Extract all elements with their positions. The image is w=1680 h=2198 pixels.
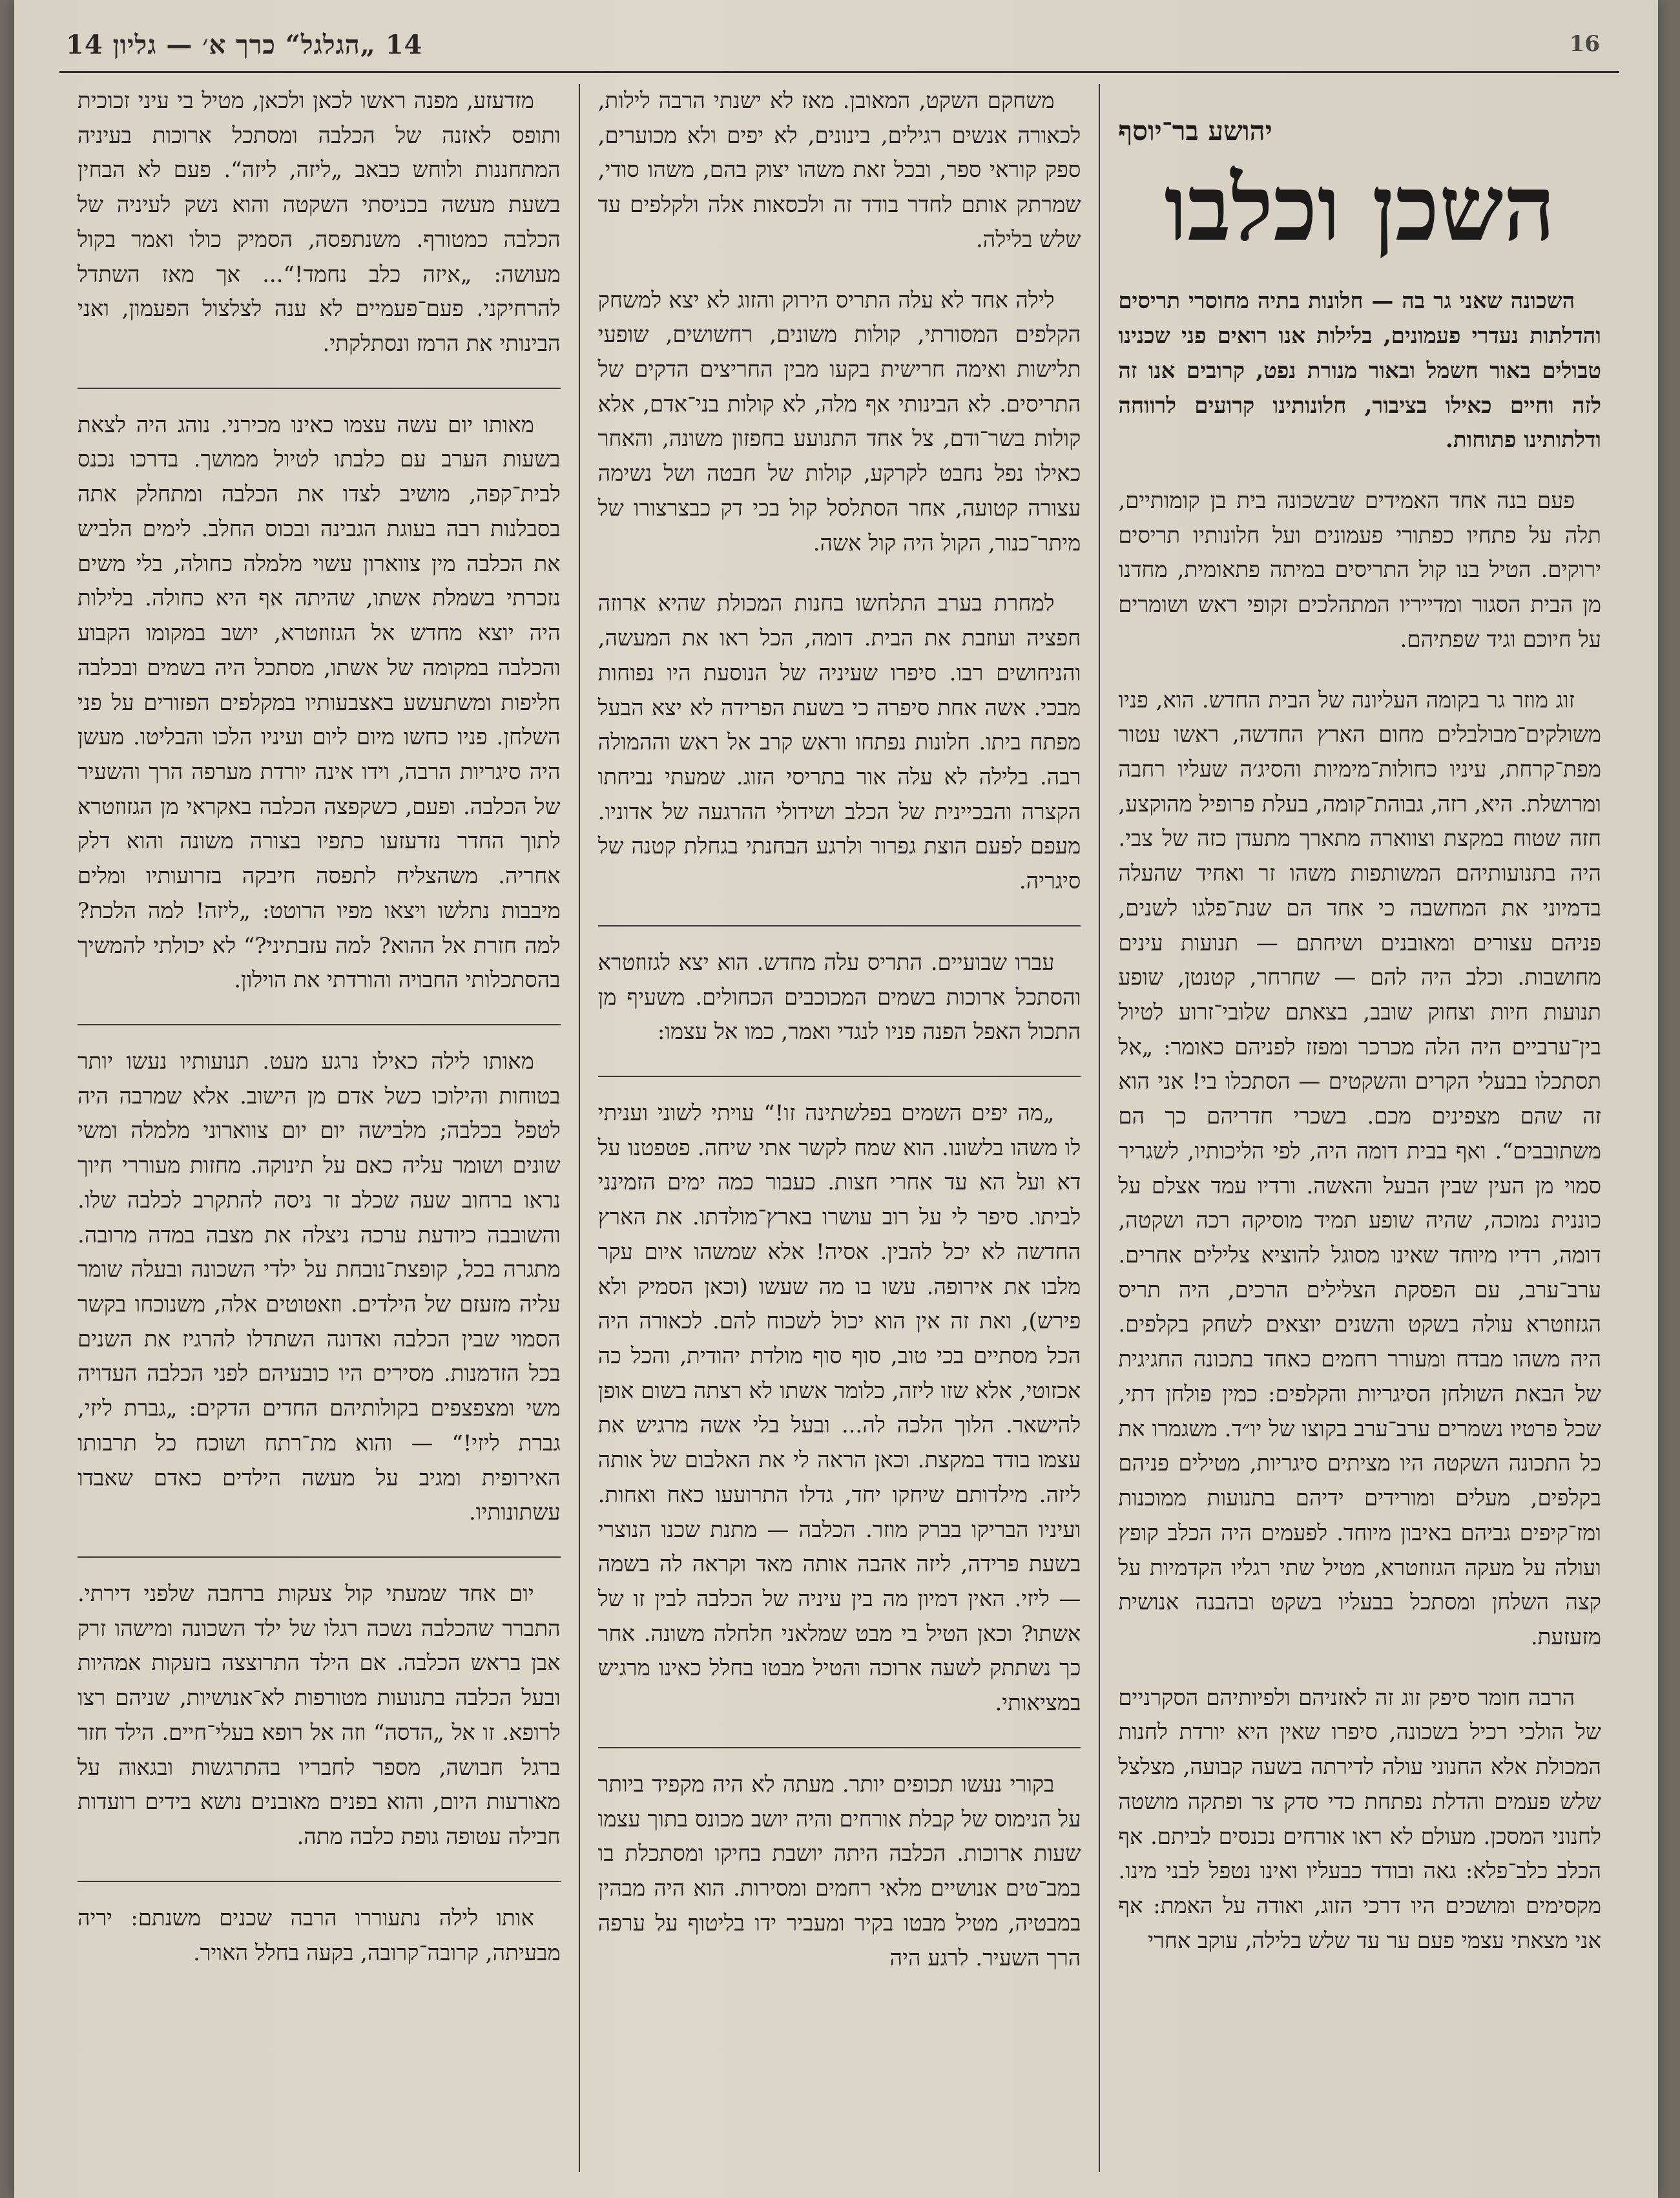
section-divider	[78, 1024, 561, 1025]
section-divider	[598, 925, 1081, 926]
column-1	[1100, 84, 1619, 2172]
section-divider	[78, 388, 561, 389]
paragraph: משחקם השקט, המאובן. מאז לא ישנתי הרבה לילות, לכאורה אנשים רגילים, בינונים, לא יפים ולא מכוערים, ספק קוראי ספר, ובכל זאת משהו יצוק בהם, משהו סודי, שמרתק אותם לחדר בודד זה ולכסאות אלה ולקלפים עד שלש בלילה.	[597, 88, 1081, 253]
newspaper-page	[14, 0, 1658, 2198]
paragraph: עברו שבועיים. התריס עלה מחדש. הוא יצא לגזוזטרא והסתכל ארוכות בשמים המכוכבים הכחולים. משעיף מן התכול האפל הפנה פניו לנגדי ואמר, כמו אל עצמו:	[597, 949, 1081, 1045]
paragraph: מאותו לילה כאילו נרגע מעט. תנועותיו נעשו יותר בטוחות והילוכו כשל אדם מן הישוב. אלא שמרבה היה לטפל בכלבה; מלבישה יום יום צווארוני מלמלה ומשי שונים ושומר עליה כאם על תינוקה. מחזות מעוררי חיוך נראו ברחוב שעה שכלב זר ניסה להתקרב לכלבה שלו. והשובבה כיודעת ערכה ניצלה את מצבה במדה מרובה. מתגרה בכל, קופצת־נובחת על ילדי השכונה ובעלה שומר עליה מזעזם של הילדים. וזאטוטים אלה, משנוכחו בקשר הסמוי שבין הכלבה ואדונה השתדלו להרגיז את השנים בכל הזדמנות. מסירים היו כובעיהם לפני הכלבה העדויה משי ומצפצפים בקולותיהם החדים הדקים: „גברת ליזי, גברת ליזי!“ — והוא מת־רתח ושוכח כל תרבותו האירופית ומגיב על מעשה הילדים כאדם שאבדו עשתונותיו.	[77, 1048, 561, 1526]
paragraph: יום אחד שמעתי קול צעקות ברחבה שלפני דירתי. התברר שהכלבה נשכה רגלו של ילד השכונה ומישהו זרק אבן בראש הכלבה. אם הילד התרוצצה בזעקות אמהיות ובעל הכלבה בתנועות מטורפות לא־אנושיות, שניהם רצו לרופא. זו אל „הדסה“ וזה אל רופא בעלי־חיים. הילד חזר ברגל חבושה, מספר לחבריו בהתרגשות ובגאוה על מאורעות היום, והוא בפנים מאובנים נושא בידים רועדות חבילה עטופה גופת כלבה מתה.	[77, 1581, 561, 1850]
paragraph: למחרת בערב התלחשו בחנות המכולת שהיא ארוזה חפציה ועוזבת את הבית. דומה, הכל ראו את המעשה, והניחושים רבו. סיפרו שעיניה של הנוסעת היו נפוחות מבכי. אשה אחת סיפרה כי בשעת הפרידה לא יצא הבעל מפתח ביתו. חלונות נפתחו וראש קרב אל ראש וההמולה רבה. בלילה לא עלה אור בתריסי הזוג. שמעתי נביחתו הקצרה והבכיינית של הכלב ושידולי ההרגעה של אדוניו. מעפם לפעם הוצת גפרור ולרגע הבחנתי בגחלת קטנה של סיגריה.	[597, 591, 1081, 895]
section-divider	[598, 1076, 1081, 1077]
paragraph: בקורי נעשו תכופים יותר. מעתה לא היה מקפיד ביותר על הנימוס של קבלת אורחים והיה יושב מכונס בתוך עצמו שעות ארוכות. הכלבה היתה יושבת בחיקו ומסתכלת בו במב־טים אנושיים מלאי רחמים ומסירות. הוא היה מבהין במבטיה, מטיל מבטו בקיר ומעביר ידו בליטוף על ערפה הרך השעיר. לרגע היה	[597, 1771, 1081, 1971]
section-divider	[598, 1747, 1081, 1748]
header-rule	[59, 71, 1619, 73]
paragraph: זוג מוזר גר בקומה העליונה של הבית החדש. הוא, פניו משולקים־מבולבלים מחום הארץ החדשה, ראשו עטור מפת־קרחת, עיניו כחולות־מימיות והסיג׳ה שעליו רחבה ומרושלת. היא, רזה, גבוהת־קומה, בעלת פרופיל מהוקצע, חזה שטוח במקצת וצווארה מתארך מתעדן כזה של צבי. היה בתנועותיהם המשותפות משהו זר ואחיד שהעלה בדמיוני את המחשבה כי אחד הם שנת־פלגו לשנים, פניהם עצורים ומאובנים ושיחתם — תנועות עינים מחושבות. וכלב היה להם — שחרחר, קטנטן, שופע תנועות חיות וצחוק שובב, בצאתם שלובי־זרוע לטיול בין־ערביים היה הלה מכרכר ומפזז לפניהם כאומר: „אל תסתכלו בבעלי הקרים והשקטים — הסתכלו בי! אני הוא זה שהם מצפינים מכם. בשכרי חדריהם כך הם משתובבים“. ואף בבית דומה היה, לפי הליכותיו, לשגריר סמוי מן העין שבין הבעל והאשה. ורדיו עמד אצלם על כוננית נמוכה, שהיה שופע תמיד מוסיקה רכה ושקטה, דומה, רדיו מיוחד שאינו מסוגל להוציא צלילים אחרים. ערב־ערב, עם הפסקת הצלילים הרכים, היה תריס הגזוזטרא עולה בשקט והשנים יוצאים לשחק בקלפים. היה משהו מבדח ומעורר רחמים כאחד בתכונה החגיגית של הבאת השולחן הסיגריות והקלפים: כמין פולחן דתי, שכל פרטיו נשמרים ערב־ערב בקוצו של יו״ד. משגמרו את כל התכונה השקטה היו מציתים סיגריות, מטילים פניהם בקלפים, מעלים ומורידים ידיהם בתנועות ממוכנות ומז־קיפים גביהם באיבון מיוחד. לפעמים היה הכלב קופץ ועולה על מעקה הגזוזטרא, מטיל שתי רגליו הקדמיות על קצה השלחן ומסתכל בבעליו בשקט ובהבנה אנושית מזעזעת.	[1118, 687, 1601, 1650]
paragraph: מזדעזע, מפנה ראשו לכאן ולכאן, מטיל בי עיני זכוכית ותופס לאזנה של הכלבה ומסתכל ארוכות בעיניה המתחננות ולוחש כבאב „ליזה, ליזה“. פעם לא הבחין בשעת מעשה בכניסתי השקטה והוא נשק לעיניה של הכלבה כמטורף. משנתפסה, הסמיק כולו ואמר בקול מעושה: „איזה כלב נחמד!“... אך מאז השתדל להרחיקני. פעם־פעמיים לא ענה לצלצול הפעמון, ואני הבינותי את הרמז ונסתלקתי.	[77, 88, 561, 357]
column-2	[580, 84, 1101, 2172]
article-title: השכן וכלבו	[1164, 156, 1555, 262]
author-byline: יהושע בר־יוסף	[1118, 115, 1272, 147]
paragraph: לילה אחד לא עלה התריס הירוק והזוג לא יצא למשחק הקלפים המסורתי, קולות משונים, רחשושים, שופעי תלישות ואימה חרישית בקעו מבין החריצים הדקים של התריסים. לא הבינותי אף מלה, לא קולות בני־אדם, אלא קולות בשר־ודם, צל אחד התנועע בחפזון משונה, והאחר כאילו נפל נחבט לקרקע, קולות של חבטה ושל נשימה עצורה קטועה, אחר הסתלסל קול בכי דק כבצרצורו של מיתר־כנור, הקול היה קול אשה.	[597, 287, 1081, 556]
page-number: 16	[1569, 31, 1600, 57]
paragraph: אותו לילה נתעוררו הרבה שכנים משנתם: יריה מבעיתה, קרובה־קרובה, בקעה בחלל האויר.	[77, 1905, 561, 1966]
paragraph: הרבה חומר סיפק זוג זה לאזניהם ולפיותיהם הסקרניים של הולכי רכיל בשכונה, סיפרו שאין היא יורדת לחנות המכולת אלא החנוני עולה לדירתה בשעה קבועה, מצלצל שלש פעמים והדלת נפתחת כדי סדק צר ופתקה מושטה לחנוני המסכן. מעולם לא ראו אורחים נכנסים לביתם. אף הכלב כלב־פלא: גאה ובודד כבעליו ואינו נטפל לבני מינו. מקסימים ומושכים היו דרכי הזוג, ואודה על האמת: אף אני מצאתי עצמי פעם ער עד שלש בלילה, עוקב אחרי	[1118, 1684, 1601, 1954]
page-header	[66, 26, 1613, 65]
column-3	[59, 84, 580, 2172]
paragraph: פעם בנה אחד האמידים שבשכונה בית בן קומותיים, תלה על פתחיו כפתורי פעמונים ועל חלונותיו תריסים ירוקים. הטיל בנו קול התריסים במיתה פתאומית, מחדנו מן הבית הסגור ומדייריו המתהלכים זקופי ראש ושומרים על חיוכם וגיד שפתיהם.	[1118, 487, 1601, 653]
running-title: 14 „הגלגל“ כרך א׳ — גליון 14	[66, 30, 423, 60]
paragraph: „מה יפים השמים בפלשתינה זו!“ עויתי לשוני ועניתי לו משהו בלשונו. הוא שמח לקשר אתי שיחה. פטפטנו על דא ועל הא עד אחרי חצות. כעבור כמה ימים הזמינני לביתו. סיפר לי על רוב עושרו בארץ־מולדתו. את הארץ החדשה לא יכל להבין. אסיה! אלא שמשהו איום עקר מלבו את אירופה. עשו בו מה שעשו (וכאן הסמיק ולא פירש), ואת זה אין הוא יכול לשכוח להם. לכאורה היה הכל מסתיים בכי טוב, סוף סוף מולדת יהודית, והכל כה אכזוטי, אלא שזו ליזה, כלומר אשתו לא רצתה בשום אופן להישאר. הלוך הלכה לה... ובעל בלי אשה מרגיש את עצמו בודד במקצת. וכאן הראה לי את האלבום של אותה ליזה. מילדותם שיחקו יחד, גדלו התרועעו כאח ואחות. ועיניו הבריקו בברק מוזר. הכלבה — מתנת שכנו הנוצרי בשעת פרידה, ליזה אהבה אותה מאד וקראה לה בשמה — ליזי. האין דמיון מה בין עיניה של הכלבה לבין זו של אשתו? וכאן הטיל בי מבט שמלאני חלחלה משונה. אחר כך נשתתק לשעה ארוכה והטיל מבטו בחלל כאינו מרגיש במציאותי.	[597, 1100, 1081, 1717]
paragraph: מאותו יום עשה עצמו כאינו מכירני. נוהג היה לצאת בשעות הערב עם כלבתו לטיול ממושך. בדרכו נכנס לבית־קפה, מושיב לצדו את הכלבה ומתחלק אתה בסבלנות רבה בעוגת הגבינה ובכוס החלב. לימים הלביש את הכלבה מין צווארון עשוי מלמלה כחולה, בלי משים נזכרתי בשמלת אשתו, שהיתה אף היא כחולה. בלילות היה יוצא מחדש אל הגזוזטרא, יושב במקומו הקבוע והכלבה במקומה של אשתו, מסתכל היה בשמים ובכלבה חליפות ומשתעשע באצבעותיו במקלפים הפזורים על פני השלחן. פניו כחשו מיום ליום ועיניו הלכו והבליטו. מעשן היה סיגריות הרבה, וידו אינה יורדת מערפה הרך והשעיר של הכלבה. ופעם, כשקפצה הכלבה באקראי מן הגזוזטרא לתוך החדר נזדעזעו כתפיו בצורה משונה והוא דלק אחריה. משהצליח לתפסה חיבקה בזרועותיו ומלים מיבבות נתלשו ויצאו מפיו הרוטט: „ליזה! למה הלכת? למה חזרת אל ההוא? למה עזבתיני?“ לא יכולתי להמשיך בהסתכלותי החבויה והורדתי את הוילון.	[77, 412, 561, 994]
section-divider	[78, 1881, 561, 1882]
article-columns	[59, 84, 1619, 2172]
section-divider	[78, 1556, 561, 1558]
paragraph: השכונה שאני גר בה — חלונות בתיה מחוסרי תריסים והדלתות נעדרי פעמונים, בלילות אנו רואים פני שכנינו טבולים באור חשמל ובאור מנורת נפט, קרובים אנו זה לזה וחיים כאילו בציבור, חלונותינו קרועים לרווחה ודלתותינו פתוחות.	[1118, 288, 1601, 454]
